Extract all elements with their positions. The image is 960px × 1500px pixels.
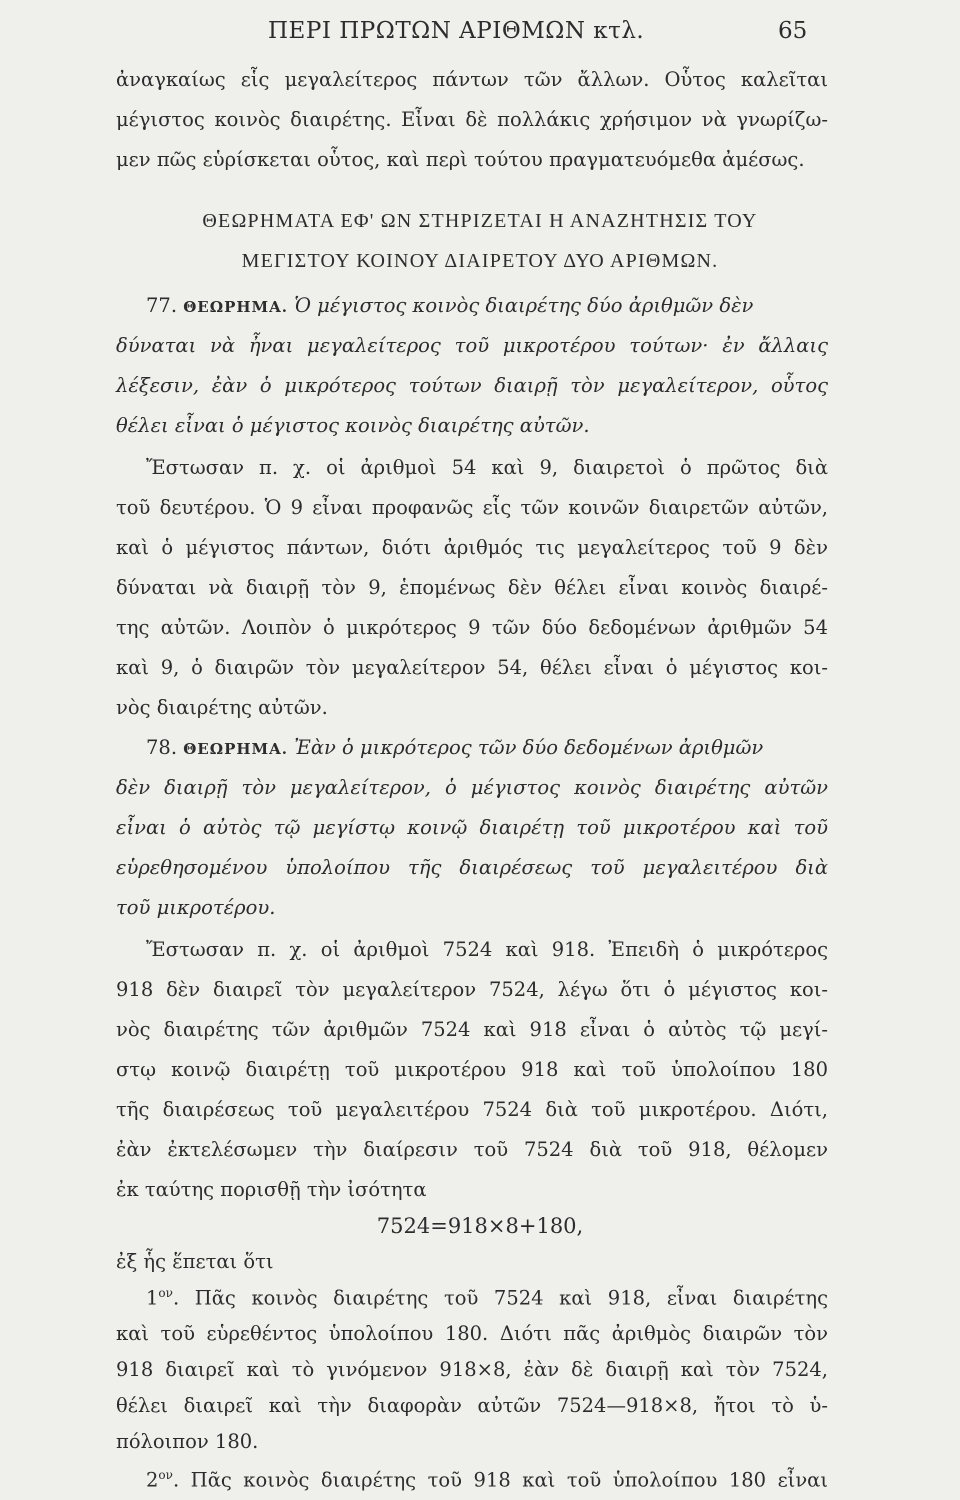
theorem-line: δύναται νὰ ἦναι μεγαλείτερος τοῦ μικροτέρου τούτων· ἐν ἄλλαις: [116, 334, 828, 357]
text-line: καὶ ὁ μέγιστος πάντων, διότι ἀριθμός τις μεγαλείτερος τοῦ 9 δὲν: [116, 536, 828, 559]
point-2-line: [146, 1468, 828, 1492]
point-1-line: [146, 1286, 828, 1310]
point-text: . Πᾶς κοινὸς διαιρέτης τοῦ 7524 καὶ 918, εἶναι διαιρέτης: [172, 1286, 828, 1310]
point-ordinal-suffix: ον: [158, 1468, 173, 1482]
running-header: [0, 18, 960, 54]
theorem-number: 78.: [146, 736, 178, 759]
text-line: δύναται νὰ διαιρῇ τὸν 9, ἑπομένως δὲν θέλει εἶναι κοινὸς διαιρέ-: [116, 576, 828, 599]
theorem-label: ΘΕΩΡΗΜΑ.: [183, 298, 288, 316]
section-heading-line: ΜΕΓΙΣΤΟΥ ΚΟΙΝΟΥ ΔΙΑΙΡΕΤΟΥ ΔΥΟ ΑΡΙΘΜΩΝ.: [241, 250, 719, 272]
theorem-78-heading: [146, 736, 828, 759]
text-line: ἐκ ταύτης πορισθῇ τὴν ἰσότητα: [116, 1178, 427, 1201]
theorem-statement: Ὁ μέγιστος κοινὸς διαιρέτης δύο ἀριθμῶν δὲν: [294, 294, 754, 317]
theorem-line: λέξεσιν, ἐὰν ὁ μικρότερος τούτων διαιρῇ τὸν μεγαλείτερον, οὗτος: [116, 374, 828, 397]
point-text: . Πᾶς κοινὸς διαιρέτης τοῦ 918 καὶ τοῦ ὑπολοίπου 180 εἶναι: [172, 1468, 828, 1492]
point-ordinal: 1: [146, 1286, 159, 1310]
header-title: ΠΕΡΙ ΠΡΩΤΩΝ ΑΡΙΘΜΩΝ κτλ.: [268, 18, 645, 44]
text-line: νὸς διαιρέτης τῶν ἀριθμῶν 7524 καὶ 918 εἶναι ὁ αὐτὸς τῷ μεγί-: [116, 1018, 828, 1041]
equation: 7524=918×8+180,: [376, 1214, 584, 1238]
theorem-line: τοῦ μικροτέρου.: [116, 896, 276, 919]
text-line: της αὐτῶν. Λοιπὸν ὁ μικρότερος 9 τῶν δύο δεδομένων ἀριθμῶν 54: [116, 616, 828, 639]
text-line: καὶ τοῦ εὑρεθέντος ὑπολοίπου 180. Διότι πᾶς ἀριθμὸς διαιρῶν τὸν: [116, 1322, 828, 1345]
theorem-line: δὲν διαιρῇ τὸν μεγαλείτερον, ὁ μέγιστος κοινὸς διαιρέτης αὐτῶν: [116, 776, 828, 799]
text-line: καὶ 9, ὁ διαιρῶν τὸν μεγαλείτερον 54, θέλει εἶναι ὁ μέγιστος κοι-: [116, 656, 828, 679]
theorem-line: θέλει εἶναι ὁ μέγιστος κοινὸς διαιρέτης αὐτῶν.: [116, 414, 590, 437]
text-line: μεν πῶς εὑρίσκεται οὗτος, καὶ περὶ τούτου πραγματευόμεθα ἀμέσως.: [116, 148, 805, 171]
point-ordinal: 2: [146, 1468, 159, 1492]
text-line: νὸς διαιρέτης αὐτῶν.: [116, 696, 328, 719]
theorem-line: εἶναι ὁ αὐτὸς τῷ μεγίστῳ κοινῷ διαιρέτῃ τοῦ μικροτέρου καὶ τοῦ: [116, 816, 828, 839]
theorem-number: 77.: [146, 294, 178, 317]
text-line: τῆς διαιρέσεως τοῦ μεγαλειτέρου 7524 διὰ τοῦ μικροτέρου. Διότι,: [116, 1098, 828, 1121]
text-line: ἐξ ἧς ἕπεται ὅτι: [116, 1250, 274, 1273]
theorem-statement: Ἐὰν ὁ μικρότερος τῶν δύο δεδομένων ἀριθμῶν: [294, 736, 764, 759]
text-line: 918 δὲν διαιρεῖ τὸν μεγαλείτερον 7524, λέγω ὅτι ὁ μέγιστος κοι-: [116, 978, 828, 1001]
page-number: 65: [778, 18, 808, 44]
text-line: πόλοιπον 180.: [116, 1430, 259, 1453]
section-heading-line: ΘΕΩΡΗΜΑΤΑ ΕΦ' ΩΝ ΣΤΗΡΙΖΕΤΑΙ Η ΑΝΑΖΗΤΗΣΙΣ ΤΟΥ: [202, 210, 758, 232]
theorem-label: ΘΕΩΡΗΜΑ.: [183, 740, 288, 758]
theorem-77-heading: [146, 294, 828, 317]
text-line: Ἔστωσαν π. χ. οἱ ἀριθμοὶ 7524 καὶ 918. Ἐπειδὴ ὁ μικρότερος: [146, 938, 828, 961]
text-line: 918 διαιρεῖ καὶ τὸ γινόμενον 918×8, ἐὰν δὲ διαιρῇ καὶ τὸν 7524,: [116, 1358, 828, 1381]
text-line: Ἔστωσαν π. χ. οἱ ἀριθμοὶ 54 καὶ 9, διαιρετοὶ ὁ πρῶτος διὰ: [146, 456, 828, 479]
point-ordinal-suffix: ον: [158, 1286, 173, 1300]
theorem-line: εὑρεθησομένου ὑπολοίπου τῆς διαιρέσεως τοῦ μεγαλειτέρου διὰ: [116, 856, 828, 879]
text-line: θέλει διαιρεῖ καὶ τὴν διαφορὰν αὐτῶν 7524—918×8, ἤτοι τὸ ὑ-: [116, 1394, 828, 1417]
text-line: ἐὰν ἐκτελέσωμεν τὴν διαίρεσιν τοῦ 7524 διὰ τοῦ 918, θέλομεν: [116, 1138, 828, 1161]
text-line: ἀναγκαίως εἷς μεγαλείτερος πάντων τῶν ἄλλων. Οὗτος καλεῖται: [116, 68, 828, 91]
text-line: μέγιστος κοινὸς διαιρέτης. Εἶναι δὲ πολλάκις χρήσιμον νὰ γνωρίζω-: [116, 108, 828, 131]
text-line: τοῦ δευτέρου. Ὁ 9 εἶναι προφανῶς εἷς τῶν κοινῶν διαιρετῶν αὐτῶν,: [116, 496, 828, 519]
text-line: στῳ κοινῷ διαιρέτῃ τοῦ μικροτέρου 918 καὶ τοῦ ὑπολοίπου 180: [116, 1058, 828, 1081]
